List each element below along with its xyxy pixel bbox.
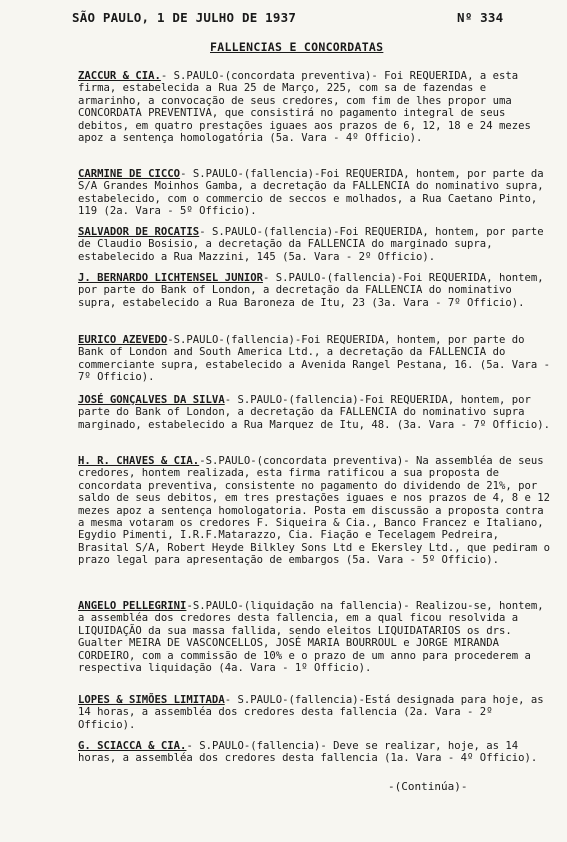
entry-text: - S.PAULO-(concordata preventiva)- Foi REQUERIDA, a esta firma, estabelecida a Rua 25 de Março, 225, com sa de fazendas e armarinho, a convocação de seus credores, com fim de lhes propor uma CONCORDATA PREVENTIVA, que consistirá no pagamento integral de seus debitos, em quatro prestações iguaes aos prazos de 6, 12, 18 e 24 mezes apoz a sentença homologatória (5a. Vara - 4º Officio). — [78, 70, 538, 145]
header-date: SÃO PAULO, 1 DE JULHO DE 1937 — [72, 10, 297, 25]
entry-lopes-simoes — [78, 694, 556, 731]
continuation-note: -(Continúa)- — [388, 780, 468, 793]
entry-name: LOPES & SIMÕES LIMITADA — [78, 694, 225, 706]
entry-text: -S.PAULO-(fallencia)-Foi REQUERIDA, hontem, por parte do Bank of London and South America Ltd., a decretação da FALLENCIA do commerciante supra, estabelecido a Avenida Rangel Pestana, 16. (5a. Vara - 7º Officio). — [78, 334, 557, 384]
entry-text: -S.PAULO-(liquidação na fallencia)- Realizou-se, hontem, a assembléa dos credores desta fallencia, em a qual ficou resolvida a LIQUIDAÇÃO da sua massa fallida, sendo eleitos LIQUIDATARIOS os drs. Gualter MEIRA DE VASCONCELLOS, JOSÉ MARIA BOURROUL e JORGE MIRANDA CORDEIRO, com a commissão de 10% e o prazo de um anno para procederem a respectiva liquidação (4a. Vara - 1º Officio). — [78, 600, 550, 675]
entry-zaccur — [78, 70, 556, 144]
entry-sciacca — [78, 740, 556, 765]
entry-name: ANGELO PELLEGRINI — [78, 600, 187, 612]
entry-text: - S.PAULO-(fallencia)-Foi REQUERIDA, hontem, por parte de Claudio Bosisio, a decretação da FALLENCIA do marginado supra, estabelecido a Rua Mazzini, 145 (5a. Vara - 2º Officio). — [78, 226, 550, 263]
entry-chaves — [78, 455, 556, 567]
entry-name: JOSÉ GONÇALVES DA SILVA — [78, 394, 225, 406]
page-header — [72, 10, 552, 28]
entry-name: J. BERNARDO LICHTENSEL JUNIOR — [78, 272, 263, 284]
entry-text: - S.PAULO-(fallencia)-Está designada para hoje, as 14 horas, a assembléa dos credores desta fallencia (2a. Vara - 2º Officio). — [78, 694, 550, 731]
entry-name: CARMINE DE CICCO — [78, 168, 181, 180]
entry-text: - S.PAULO-(fallencia)-Foi REQUERIDA, hontem, por parte do Bank of London, a decretação da FALLENCIA do nominativo supra marginado, estabelecido a Rua Marquez de Itu, 48. (3a. Vara - 7º Officio). — [78, 394, 550, 431]
entry-eurico-azevedo — [78, 334, 556, 384]
entry-name: G. SCIACCA & CIA. — [78, 740, 187, 752]
entry-name: ZACCUR & CIA. — [78, 70, 161, 82]
entry-lichtensel — [78, 272, 556, 309]
entry-salvador-de-rocatis — [78, 226, 556, 263]
entry-text: -S.PAULO-(concordata preventiva)- Na assembléa de seus credores, hontem realizada, esta firma ratificou a sua proposta de concordata preventiva, consistente no pagamento do dividendo de 21%, por saldo de seus debitos, em tres prestações iguaes e nos prazos de 4, 8 e 12 mezes apoz a sentença homologatoria. Posta em discussão a proposta contra a mesma votaram os credores F. Siqueira & Cia., Banco Francez e Italiano, Egydio Pimenti, I.R.F.Matarazzo, Cia. Fiação e Tecelagem Pedreira, Brasital S/A, Robert Heyde Bilkley Sons Ltd e Ekersley Ltd., que pediram o prazo legal para apresentação de embargos (5a. Vara - 5º Officio). — [78, 455, 557, 567]
entry-text: - S.PAULO-(fallencia)-Foi REQUERIDA, hontem, por parte da S/A Grandes Moinhos Gamba, a decretação da FALLENCIA do nominativo supra, estabelecido, com o commercio de seccos e molhados, a Rua Caetano Pinto, 119 (2a. Vara - 5º Officio). — [78, 168, 550, 218]
entry-name: H. R. CHAVES & CIA. — [78, 455, 200, 467]
entry-pellegrini — [78, 600, 556, 674]
page-title: FALLENCIAS E CONCORDATAS — [210, 40, 384, 54]
header-number: Nº 334 — [457, 10, 504, 25]
entry-text: - S.PAULO-(fallencia)- Deve se realizar, hoje, as 14 horas, a assembléa dos credores desta fallencia (1a. Vara - 4º Officio). — [78, 740, 538, 765]
entry-text: - S.PAULO-(fallencia)-Foi REQUERIDA, hontem, por parte do Bank of London, a decretação da FALLENCIA do nominativo supra, estabelecido a Rua Baroneza de Itu, 23 (3a. Vara - 7º Officio). — [78, 272, 550, 309]
entry-carmine-de-cicco — [78, 168, 556, 218]
entry-name: SALVADOR DE ROCATIS — [78, 226, 200, 238]
entry-name: EURICO AZEVEDO — [78, 334, 168, 346]
entry-jose-goncalves — [78, 394, 556, 431]
